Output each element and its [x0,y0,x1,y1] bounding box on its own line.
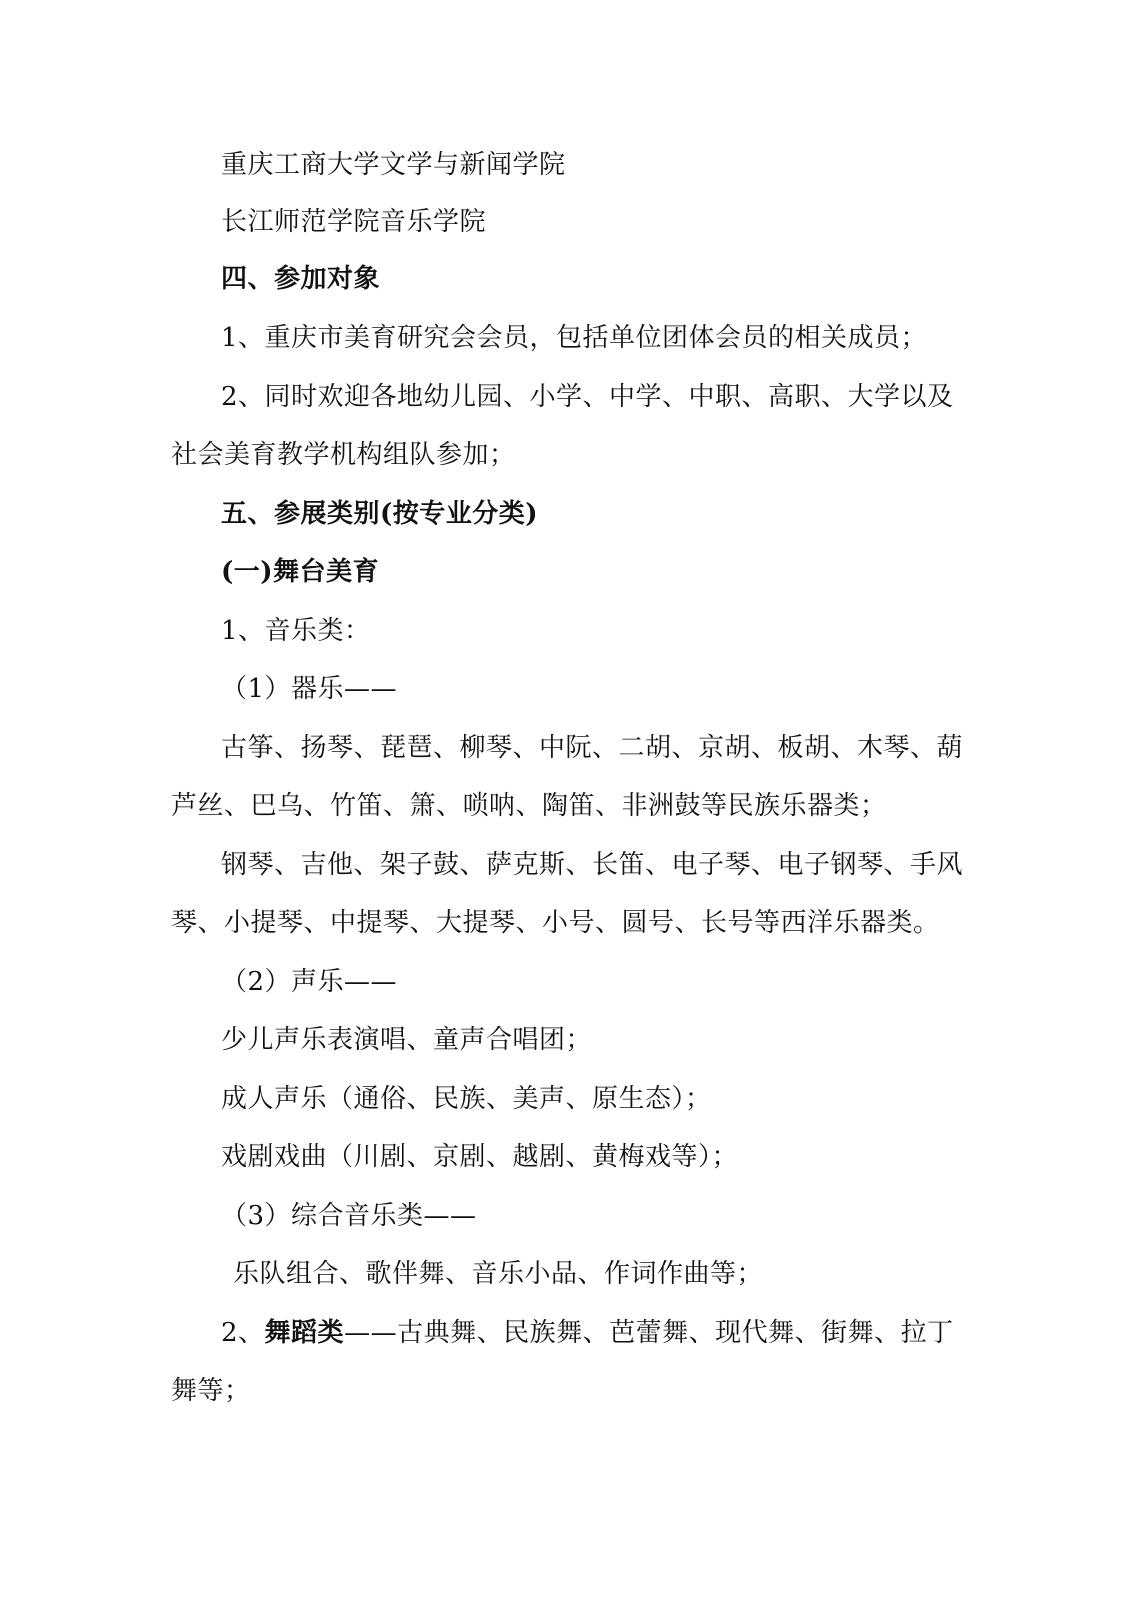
participants-item-2-cont: 社会美育教学机构组队参加； [171,440,516,470]
section-heading-participants: 四、参加对象 [221,264,381,294]
vocal-children: 少儿声乐表演唱、童声合唱团； [221,1025,593,1055]
participants-item-1: 1、重庆市美育研究会会员，包括单位团体会员的相关成员； [221,323,928,353]
category-dance [221,1316,954,1350]
dance-label: 舞蹈类 [264,1318,345,1348]
music-comprehensive: （3）综合音乐类—— [221,1201,477,1231]
comprehensive-items: 乐队组合、歌伴舞、音乐小品、作词作曲等； [233,1259,764,1289]
vocal-adult: 成人声乐（通俗、民族、美声、原生态）； [221,1084,712,1114]
music-vocal: （2）声乐—— [221,967,398,997]
unit-line-chongqing-technology-business-univ: 重庆工商大学文学与新闻学院 [221,150,566,180]
instrumental-folk-line-2: 芦丝、巴乌、竹笛、箫、唢呐、陶笛、非洲鼓等民族乐器类； [171,791,887,821]
subsection-heading-stage-art: (一)舞台美育 [221,557,380,587]
participants-item-2: 2、同时欢迎各地幼儿园、小学、中学、中职、高职、大学以及 [221,382,954,412]
section-heading-categories: 五、参展类别(按专业分类) [221,499,539,529]
music-instrumental: （1）器乐—— [221,674,398,704]
dance-list-cont: 舞等； [171,1376,251,1406]
instrumental-western-line-2: 琴、小提琴、中提琴、大提琴、小号、圆号、长号等西洋乐器类。 [171,908,940,938]
category-music: 1、音乐类： [221,616,371,646]
unit-line-yangtze-normal-univ: 长江师范学院音乐学院 [221,207,487,237]
vocal-opera: 戏剧戏曲（川剧、京剧、越剧、黄梅戏等）； [221,1142,739,1172]
instrumental-folk-line-1: 古筝、扬琴、琵琶、柳琴、中阮、二胡、京胡、板胡、木琴、葫 [221,733,964,763]
dance-list: ——古典舞、民族舞、芭蕾舞、现代舞、街舞、拉丁 [344,1318,954,1348]
dance-prefix: 2、 [221,1318,265,1348]
instrumental-western-line-1: 钢琴、吉他、架子鼓、萨克斯、长笛、电子琴、电子钢琴、手风 [221,850,964,880]
